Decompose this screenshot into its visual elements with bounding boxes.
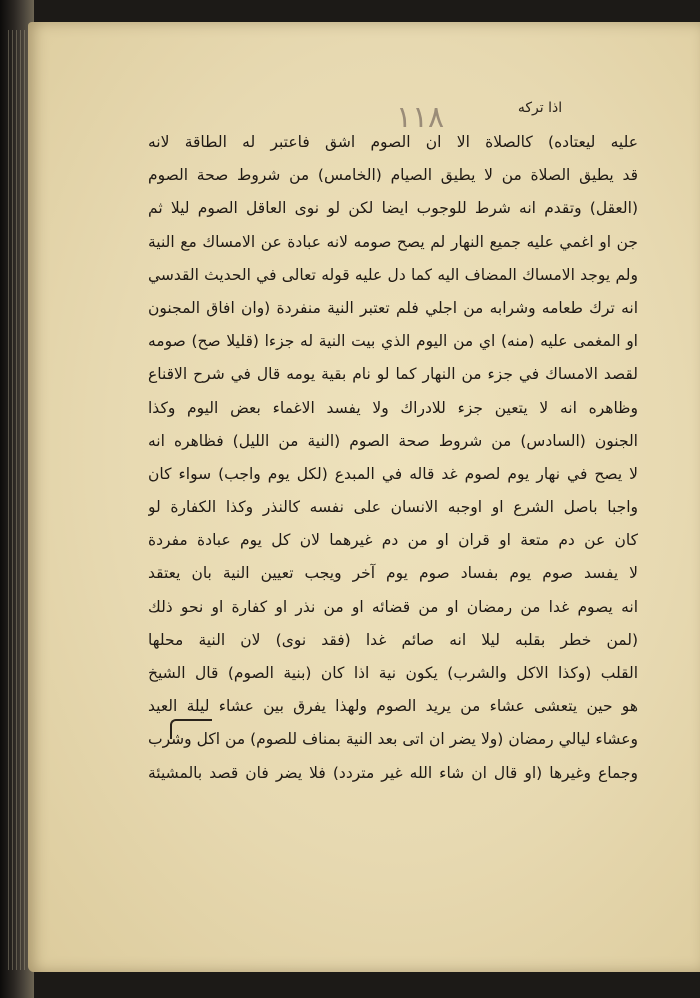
margin-bracket-mark bbox=[170, 719, 212, 739]
folio-number: ١١٨ bbox=[395, 100, 445, 135]
text-line: هو حين يتعشى عشاء من يريد الصوم ولهذا يفرق بين عشاء ليلة العيد bbox=[148, 697, 638, 716]
spine-page-edges bbox=[8, 30, 28, 970]
text-line: وظاهره انه لا يتعين جزء للادراك ولا يفسد الاغماء بعض اليوم وكذا bbox=[148, 398, 638, 417]
manuscript-text bbox=[148, 126, 638, 790]
text-line: انه يصوم غدا من رمضان او من قضائه او من نذر او كفارة او نحو ذلك bbox=[148, 597, 638, 616]
text-line: عليه ليعتاده) كالصلاة الا ان الصوم اشق فاعتبر له الطاقة لانه bbox=[148, 133, 638, 151]
text-line: كان عن دم متعة او قران او من دم غيرهما لان كل يوم عبادة مفردة bbox=[148, 531, 638, 550]
text-line: (لمن خطر بقلبه ليلا انه صائم غدا (فقد نوى) لان النية محلها bbox=[148, 630, 638, 649]
text-line: وعشاء ليالي رمضان (ولا يضر ان اتى بعد النية بمناف للصوم) من اكل وشرب bbox=[148, 730, 638, 749]
text-line: جن او اغمي عليه جميع النهار لم يصح صومه لانه عبادة عن الامساك مع النية bbox=[148, 232, 638, 251]
text-line: قد يطيق الصلاة من لا يطيق الصيام (الخامس) من شروط صحة الصوم bbox=[148, 166, 638, 185]
text-line: واجبا باصل الشرع او اوجبه الانسان على نفسه كالنذر وكذا الكفارة لو bbox=[148, 498, 638, 517]
text-line: وجماع وغيرها (او قال ان شاء الله غير متردد) فلا يضر فان قصد بالمشيئة bbox=[148, 763, 638, 782]
text-line: انه ترك طعامه وشرابه من اجلي فلم تعتبر النية منفردة (وان افاق المجنون bbox=[148, 298, 638, 317]
text-line: الجنون (السادس) من شروط صحة الصوم (النية من الليل) فظاهره انه bbox=[148, 431, 638, 450]
text-line: ولم يوجد الامساك المضاف اليه كما دل عليه قوله تعالى في الحديث القدسي bbox=[148, 265, 638, 284]
catchword-note: اذا تركه bbox=[517, 100, 563, 116]
text-line: القلب (وكذا الاكل والشرب) يكون نية اذا كان (بنية الصوم) قال الشيخ bbox=[148, 664, 638, 682]
manuscript-page bbox=[28, 22, 700, 972]
text-line: لقصد الامساك في جزء من النهار كما لو نام بقية يومه قال في شرح الاقناع bbox=[148, 365, 638, 384]
text-line: (العقل) وتقدم انه شرط للوجوب ايضا لكن لو نوى العاقل الصوم ليلا ثم bbox=[148, 199, 638, 218]
text-line: لا يفسد صوم يوم بفساد صوم يوم آخر ويجب تعيين النية بان يعتقد bbox=[148, 564, 638, 583]
text-line: او المغمى عليه (منه) اي من اليوم الذي بيت النية له جزءا (قليلا صح) صومه bbox=[148, 332, 638, 351]
text-line: لا يصح في نهار يوم لصوم غد قاله في المبدع (لكل يوم واجب) سواء كان bbox=[148, 464, 638, 483]
